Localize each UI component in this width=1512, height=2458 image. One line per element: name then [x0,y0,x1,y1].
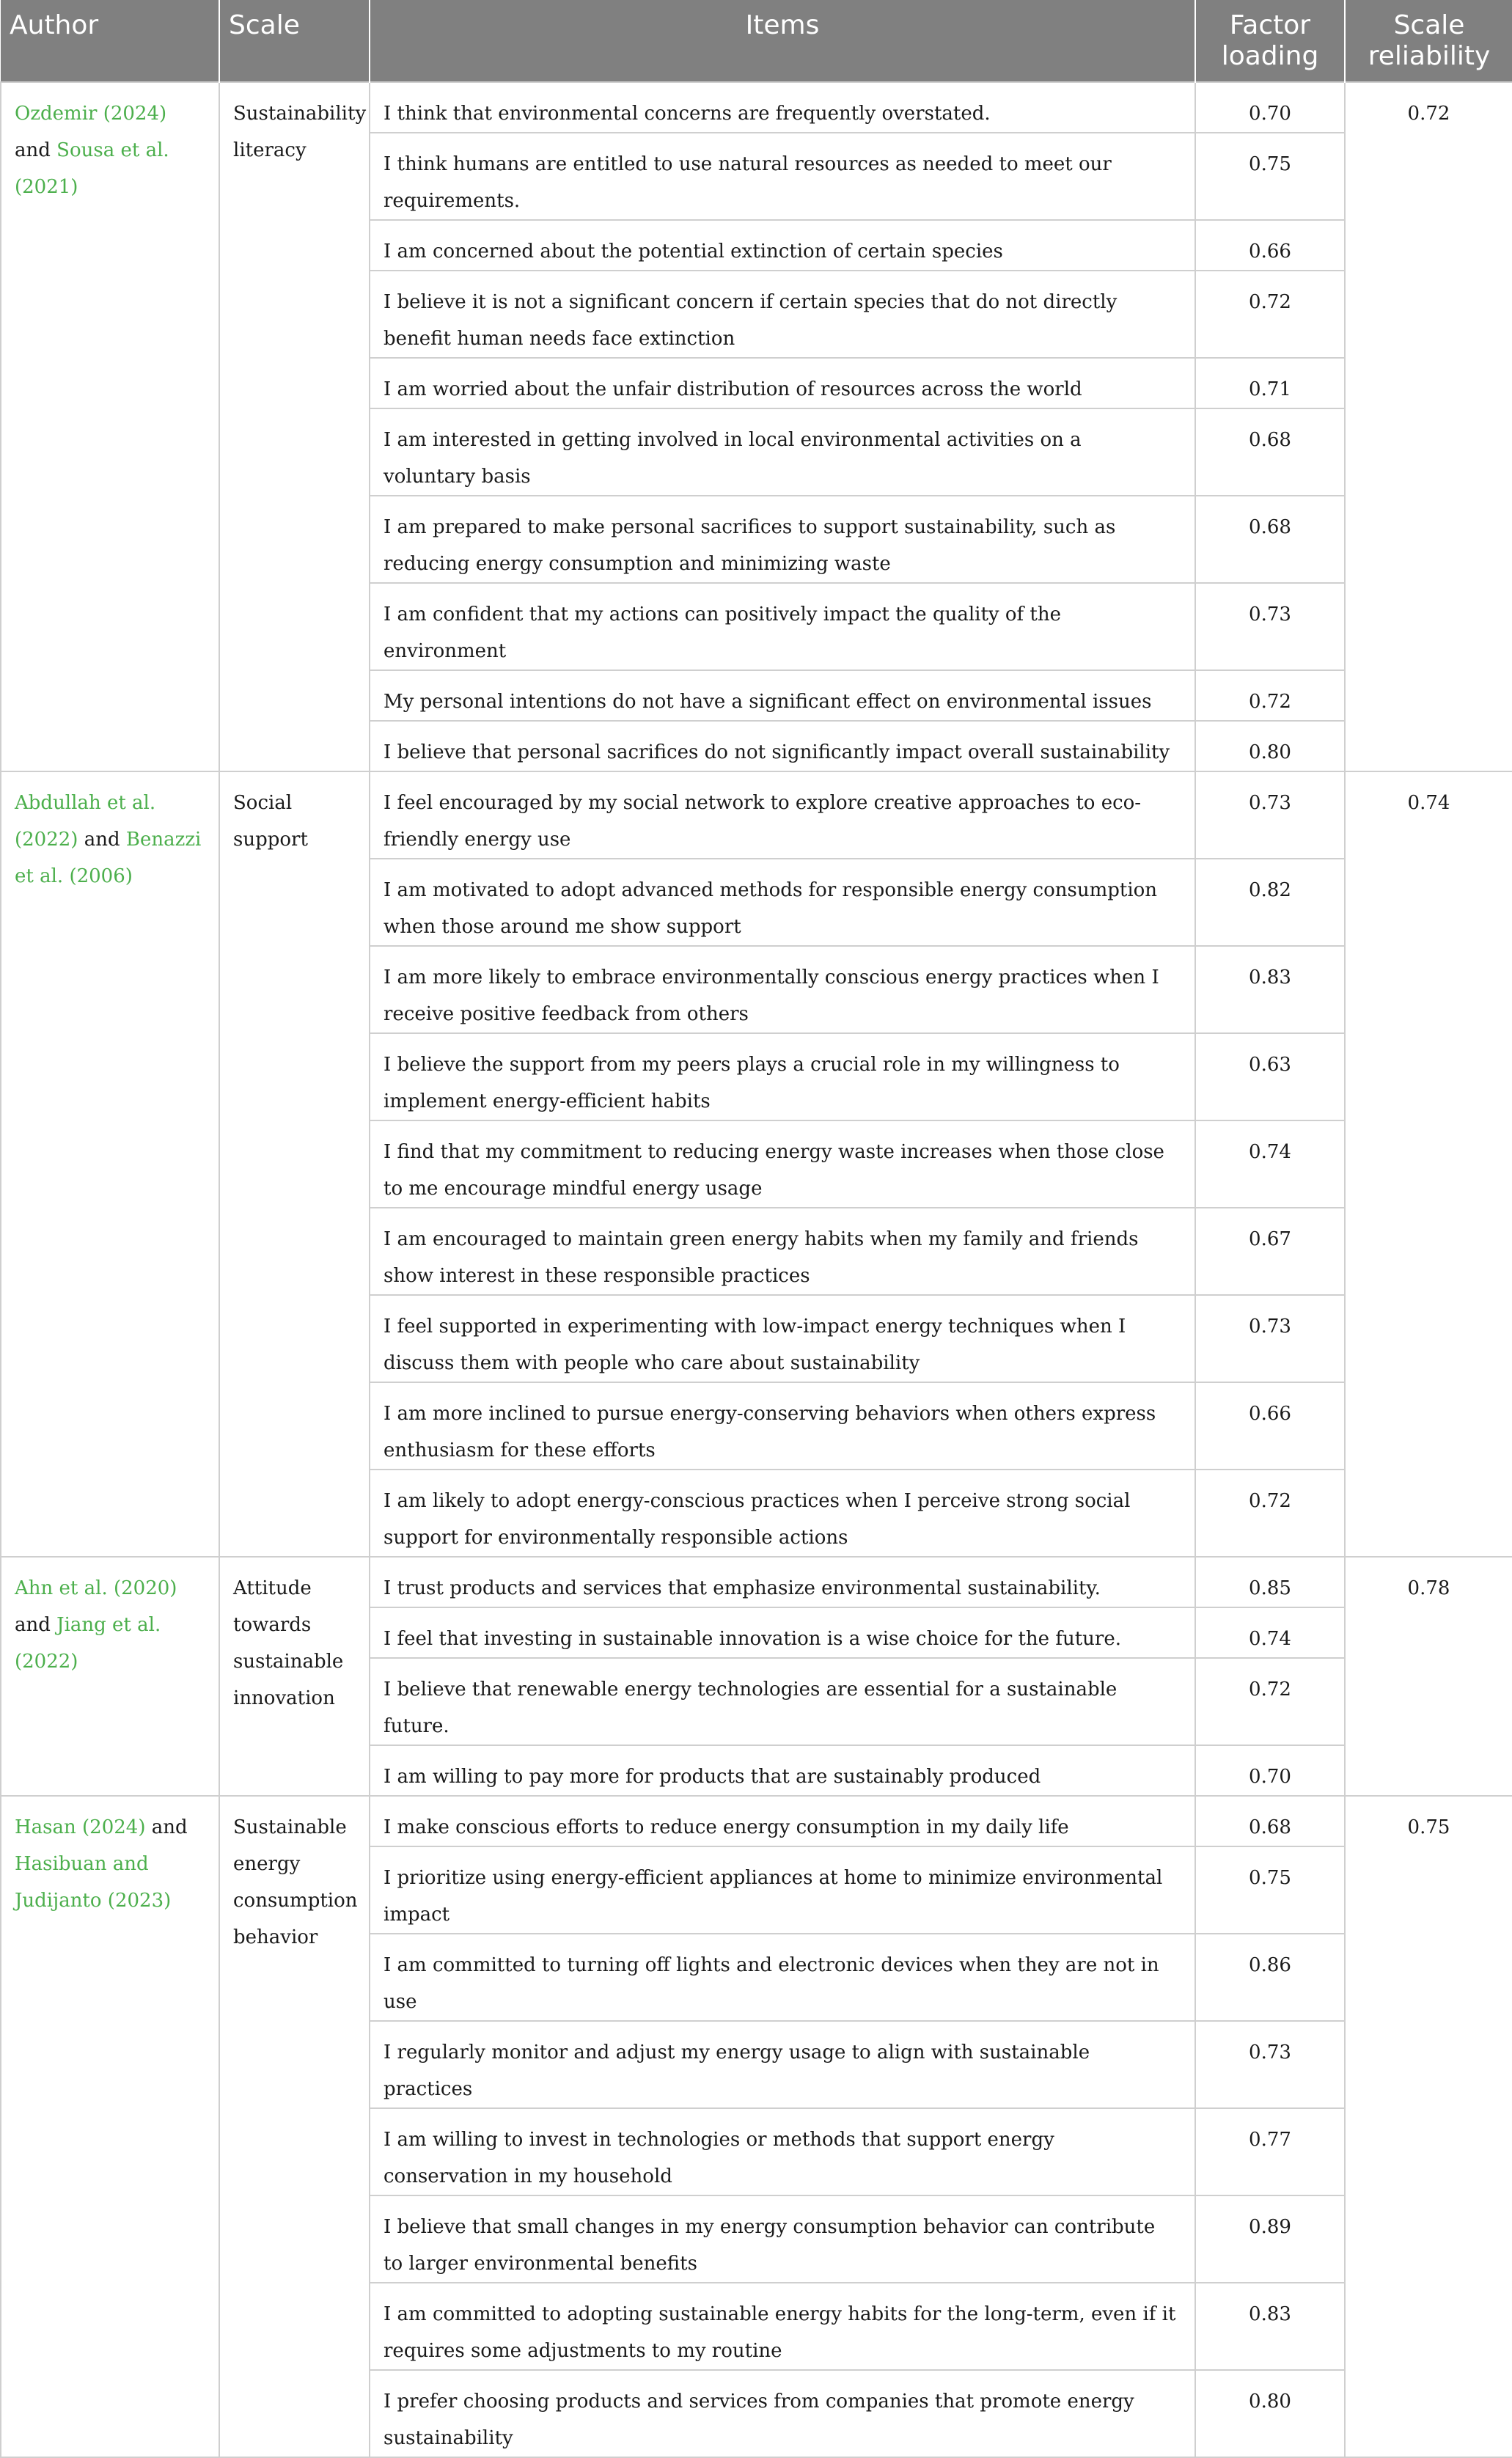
factor-loading-cell: 0.66 [1195,220,1345,271]
factor-loading-cell: 0.86 [1195,1934,1345,2021]
scale-cell: Sustainability literacy [219,82,370,771]
table-row [1,1796,1512,1846]
item-cell: I believe that renewable energy technologies are essential for a sustainable future. [370,1658,1195,1745]
table-row [1,1557,1512,1607]
item-cell: I am more likely to embrace environmentally conscious energy practices when I receive positive feedback from others [370,946,1195,1033]
factor-loading-cell: 0.74 [1195,1120,1345,1208]
author-conjunction: and [15,139,57,161]
scale-cell: Sustainable energy consumption behavior [219,1796,370,2457]
author-reference-link[interactable]: Benazzi et al. (2006) [15,829,202,887]
item-cell: I am willing to invest in technologies or methods that support energy conservation in my household [370,2108,1195,2195]
factor-loading-cell: 0.75 [1195,1846,1345,1934]
header-row [1,0,1512,82]
factor-loading-cell: 0.82 [1195,859,1345,946]
item-cell: I think humans are entitled to use natural resources as needed to meet our requirements. [370,133,1195,220]
header-author: Author [1,0,219,82]
item-cell: I am willing to pay more for products that are sustainably produced [370,1745,1195,1796]
item-cell: I am worried about the unfair distribution of resources across the world [370,358,1195,408]
item-cell: I am more inclined to pursue energy-conserving behaviors when others express enthusiasm for these efforts [370,1382,1195,1470]
factor-loading-cell: 0.83 [1195,2283,1345,2370]
factor-loading-cell: 0.73 [1195,583,1345,670]
author-cell [1,1796,219,2457]
author-cell [1,1557,219,1796]
header-scale: Scale [219,0,370,82]
header-scale-reliability: Scale reliability [1345,0,1512,82]
factor-loading-cell: 0.75 [1195,133,1345,220]
scale-cell: Social support [219,771,370,1557]
scale-reliability-cell: 0.78 [1345,1557,1512,1796]
author-conjunction: and [78,829,126,851]
item-cell: I believe that personal sacrifices do not significantly impact overall sustainability [370,721,1195,771]
item-cell: I am interested in getting involved in local environmental activities on a voluntary basis [370,408,1195,496]
header-factor-loading: Factor loading [1195,0,1345,82]
factor-loading-cell: 0.72 [1195,1658,1345,1745]
item-cell: I am confident that my actions can positively impact the quality of the environment [370,583,1195,670]
factor-loading-cell: 0.73 [1195,2021,1345,2108]
author-reference-link[interactable]: Hasibuan and Judijanto (2023) [15,1853,172,1912]
header-items: Items [370,0,1195,82]
scale-reliability-cell: 0.75 [1345,1796,1512,2457]
factor-loading-cell: 0.80 [1195,2370,1345,2457]
item-cell: I believe it is not a significant concern if certain species that do not directly benefit human needs face extinction [370,271,1195,358]
author-reference-link[interactable]: Ahn et al. (2020) [15,1577,177,1599]
author-cell [1,771,219,1557]
factor-loading-cell: 0.72 [1195,670,1345,721]
item-cell: I am motivated to adopt advanced methods for responsible energy consumption when those around me show support [370,859,1195,946]
factor-loading-cell: 0.80 [1195,721,1345,771]
author-reference-link[interactable]: Hasan (2024) [15,1816,146,1838]
factor-loading-cell: 0.77 [1195,2108,1345,2195]
factor-loading-cell: 0.72 [1195,1470,1345,1557]
author-conjunction: and [15,1614,57,1636]
author-reference-link[interactable]: Ozdemir (2024) [15,103,167,125]
factor-loading-cell: 0.66 [1195,1382,1345,1470]
item-cell: I believe that small changes in my energy consumption behavior can contribute to larger environmental benefits [370,2195,1195,2283]
factor-loading-cell: 0.68 [1195,496,1345,583]
item-cell: I am concerned about the potential extinction of certain species [370,220,1195,271]
item-cell: I regularly monitor and adjust my energy usage to align with sustainable practices [370,2021,1195,2108]
factor-loading-cell: 0.89 [1195,2195,1345,2283]
item-cell: I feel supported in experimenting with low-impact energy techniques when I discuss them with people who care about sustainability [370,1295,1195,1382]
factor-loading-cell: 0.70 [1195,1745,1345,1796]
item-cell: I am likely to adopt energy-conscious practices when I perceive strong social support for environmentally responsible actions [370,1470,1195,1557]
factor-loading-cell: 0.63 [1195,1033,1345,1120]
item-cell: I am encouraged to maintain green energy habits when my family and friends show interest in these responsible practices [370,1208,1195,1295]
item-cell: I am committed to turning off lights and electronic devices when they are not in use [370,1934,1195,2021]
factor-loading-cell: 0.70 [1195,82,1345,133]
factor-loading-cell: 0.68 [1195,408,1345,496]
item-cell: I think that environmental concerns are frequently overstated. [370,82,1195,133]
item-cell: I find that my commitment to reducing energy waste increases when those close to me encourage mindful energy usage [370,1120,1195,1208]
item-cell: My personal intentions do not have a significant effect on environmental issues [370,670,1195,721]
author-reference-link[interactable]: Abdullah et al. (2022) [15,792,156,851]
item-cell: I trust products and services that emphasize environmental sustainability. [370,1557,1195,1607]
item-cell: I am prepared to make personal sacrifices to support sustainability, such as reducing energy consumption and minimizing waste [370,496,1195,583]
factor-loading-cell: 0.67 [1195,1208,1345,1295]
author-conjunction: and [145,1816,188,1838]
factor-loading-cell: 0.71 [1195,358,1345,408]
table-row [1,771,1512,859]
item-cell: I prioritize using energy-efficient appliances at home to minimize environmental impact [370,1846,1195,1934]
factor-loading-cell: 0.83 [1195,946,1345,1033]
factor-loading-cell: 0.85 [1195,1557,1345,1607]
item-cell: I feel that investing in sustainable innovation is a wise choice for the future. [370,1607,1195,1658]
factor-loading-cell: 0.74 [1195,1607,1345,1658]
author-reference-link[interactable]: Sousa et al. (2021) [15,139,169,198]
item-cell: I prefer choosing products and services from companies that promote energy sustainability [370,2370,1195,2457]
factor-loading-cell: 0.72 [1195,271,1345,358]
item-cell: I feel encouraged by my social network to explore creative approaches to eco-friendly energy use [370,771,1195,859]
item-cell: I make conscious efforts to reduce energy consumption in my daily life [370,1796,1195,1846]
factor-loading-cell: 0.73 [1195,1295,1345,1382]
scale-cell: Attitude towards sustainable innovation [219,1557,370,1796]
author-reference-link[interactable]: Jiang et al. (2022) [15,1614,161,1673]
author-cell [1,82,219,771]
scale-reliability-cell: 0.72 [1345,82,1512,771]
scale-reliability-cell: 0.74 [1345,771,1512,1557]
factor-loading-cell: 0.68 [1195,1796,1345,1846]
table-row [1,82,1512,133]
item-cell: I believe the support from my peers plays a crucial role in my willingness to implement energy-efficient habits [370,1033,1195,1120]
factor-loading-cell: 0.73 [1195,771,1345,859]
item-cell: I am committed to adopting sustainable energy habits for the long-term, even if it requires some adjustments to my routine [370,2283,1195,2370]
